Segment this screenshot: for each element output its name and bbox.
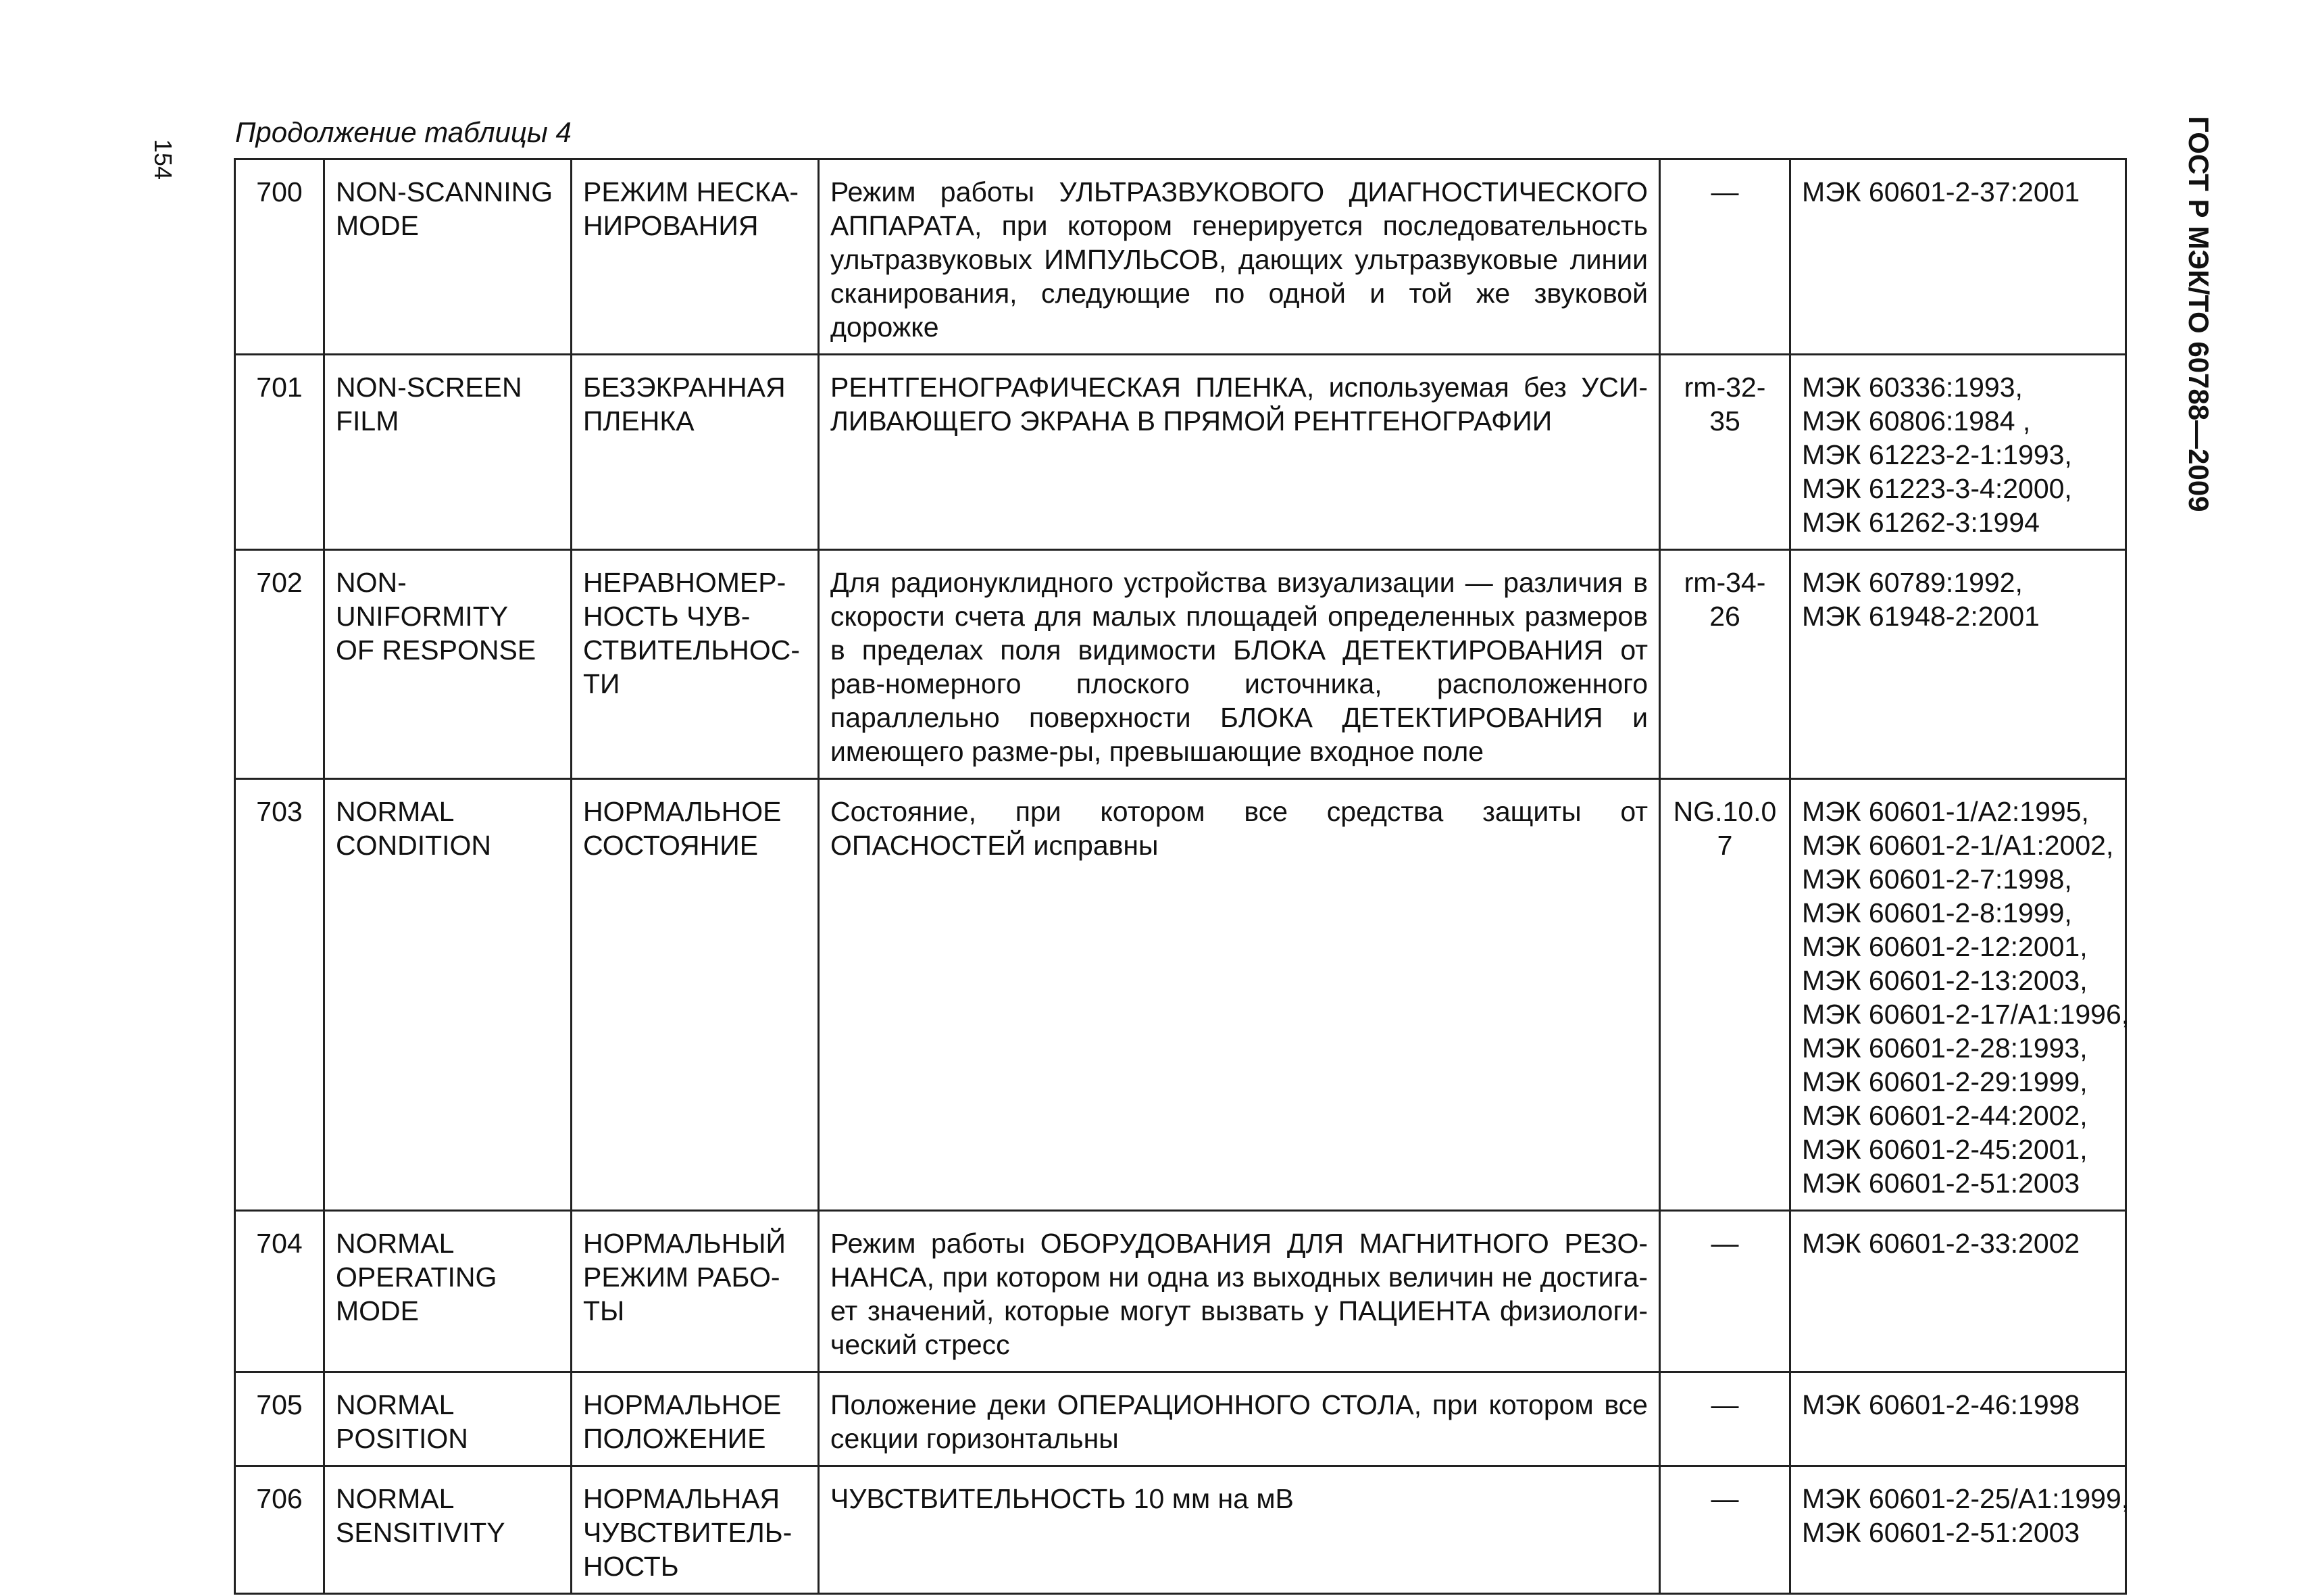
source-reference: МЭК 61223-2-1:1993,	[1802, 439, 2072, 470]
source-reference: МЭК 60601-2-33:2002	[1802, 1228, 2080, 1259]
term-russian: НОРМАЛЬНЫЙ РЕЖИМ РАБО- ТЫ	[572, 1211, 819, 1372]
source-reference: МЭК 60601-2-28:1993,	[1802, 1032, 2088, 1064]
page-number: 154	[149, 139, 177, 180]
source-reference: МЭК 60601-2-51:2003	[1802, 1168, 2080, 1199]
term-number: 704	[235, 1211, 324, 1372]
source-reference: МЭК 60601-2-45:2001,	[1802, 1134, 2088, 1165]
term-definition: Для радионуклидного устройства визуализации — различия в скорости счета для малых площадей определенных размеров в пределах поля видимости БЛОКА ДЕТЕКТИРОВАНИЯ от рав-номерного плоского источника, расположенного параллельно поверхности БЛОКА ДЕТЕКТИРОВАНИЯ и имеющего разме-ры, превышающие входное поле	[819, 550, 1660, 779]
term-definition: Состояние, при котором все средства защиты от ОПАСНОСТЕЙ исправны	[819, 779, 1660, 1211]
term-sources	[1790, 779, 2130, 1211]
source-reference: МЭК 60601-2-44:2002,	[1802, 1100, 2088, 1131]
source-reference: МЭК 60601-2-1/А1:2002,	[1802, 830, 2114, 861]
term-russian: НОРМАЛЬНОЕ ПОЛОЖЕНИЕ	[572, 1372, 819, 1466]
source-reference: МЭК 60806:1984 ,	[1802, 405, 2031, 437]
source-reference: МЭК 60601-2-51:2003	[1802, 1517, 2080, 1548]
term-code: rm-32-35	[1660, 355, 1790, 550]
source-reference: МЭК 60601-2-8:1999,	[1802, 897, 2072, 928]
term-russian: НЕРАВНОМЕР- НОСТЬ ЧУВ- СТВИТЕЛЬНОС- ТИ	[572, 550, 819, 779]
term-number: 701	[235, 355, 324, 550]
table-row	[235, 159, 2126, 355]
source-reference: МЭК 60601-1/А2:1995,	[1802, 796, 2089, 827]
term-sources	[1790, 355, 2126, 550]
source-reference: МЭК 60601-2-37:2001	[1802, 176, 2080, 207]
term-sources	[1790, 550, 2126, 779]
source-reference: МЭК 61262-3:1994	[1802, 507, 2040, 538]
source-reference: МЭК 60601-2-17/А1:1996,	[1802, 999, 2130, 1030]
term-number: 705	[235, 1372, 324, 1466]
source-reference: МЭК 61948-2:2001	[1802, 601, 2040, 632]
term-russian: НОРМАЛЬНАЯ ЧУВСТВИТЕЛЬ- НОСТЬ	[572, 1466, 819, 1594]
term-definition: Режим работы УЛЬТРАЗВУКОВОГО ДИАГНОСТИЧЕСКОГО АППАРАТА, при котором генерируется последовательность ультразвуковых ИМПУЛЬСОВ, дающих ультразвуковые линии сканирования, следующие по одной и той же звуковой дорожке	[819, 159, 1660, 355]
term-english: NORMAL SENSITIVITY	[324, 1466, 572, 1594]
term-russian: РЕЖИМ НЕСКА- НИРОВАНИЯ	[572, 159, 819, 355]
term-english: NORMAL POSITION	[324, 1372, 572, 1466]
term-number: 703	[235, 779, 324, 1211]
term-code: NG.10.07	[1660, 779, 1790, 1211]
term-russian: НОРМАЛЬНОЕ СОСТОЯНИЕ	[572, 779, 819, 1211]
table-row	[235, 550, 2126, 779]
term-code: —	[1660, 1372, 1790, 1466]
table-row	[235, 1372, 2126, 1466]
source-reference: МЭК 60601-2-29:1999,	[1802, 1066, 2088, 1097]
term-number: 700	[235, 159, 324, 355]
term-number: 702	[235, 550, 324, 779]
term-sources	[1790, 1211, 2126, 1372]
term-sources	[1790, 1466, 2130, 1594]
term-code: —	[1660, 1211, 1790, 1372]
source-reference: МЭК 60601-2-13:2003,	[1802, 965, 2088, 996]
term-definition: ЧУВСТВИТЕЛЬНОСТЬ 10 мм на мВ	[819, 1466, 1660, 1594]
source-reference: МЭК 60601-2-25/А1:1999,	[1802, 1483, 2130, 1514]
document-header: ГОСТ Р МЭК/ТО 60788—2009	[2183, 116, 2215, 512]
table-row	[235, 1466, 2126, 1594]
source-reference: МЭК 61223-3-4:2000,	[1802, 473, 2072, 504]
table-row	[235, 355, 2126, 550]
table-row	[235, 1211, 2126, 1372]
term-english: NON-SCANNING MODE	[324, 159, 572, 355]
term-russian: БЕЗЭКРАННАЯ ПЛЕНКА	[572, 355, 819, 550]
term-sources	[1790, 159, 2126, 355]
term-code: rm-34-26	[1660, 550, 1790, 779]
term-number: 706	[235, 1466, 324, 1594]
table-row	[235, 779, 2126, 1211]
source-reference: МЭК 60789:1992,	[1802, 567, 2023, 598]
term-definition: РЕНТГЕНОГРАФИЧЕСКАЯ ПЛЕНКА, используемая без УСИ-ЛИВАЮЩЕГО ЭКРАНА В ПРЯМОЙ РЕНТГЕНОГРАФИИ	[819, 355, 1660, 550]
term-definition: Положение деки ОПЕРАЦИОННОГО СТОЛА, при котором все секции горизонтальны	[819, 1372, 1660, 1466]
term-code: —	[1660, 159, 1790, 355]
term-definition: Режим работы ОБОРУДОВАНИЯ ДЛЯ МАГНИТНОГО РЕЗО-НАНСА, при котором ни одна из выходных величин не достига-ет значений, которые могут вызвать у ПАЦИЕНТА физиологи-ческий стресс	[819, 1211, 1660, 1372]
term-sources	[1790, 1372, 2126, 1466]
term-english: NON-SCREEN FILM	[324, 355, 572, 550]
term-english: NORMAL CONDITION	[324, 779, 572, 1211]
source-reference: МЭК 60601-2-46:1998	[1802, 1389, 2080, 1420]
term-code: —	[1660, 1466, 1790, 1594]
terms-table	[234, 158, 2130, 1595]
term-english: NON-UNIFORMITY OF RESPONSE	[324, 550, 572, 779]
term-english: NORMAL OPERATING MODE	[324, 1211, 572, 1372]
source-reference: МЭК 60601-2-7:1998,	[1802, 864, 2072, 895]
source-reference: МЭК 60336:1993,	[1802, 372, 2023, 403]
source-reference: МЭК 60601-2-12:2001,	[1802, 931, 2088, 962]
table-caption: Продолжение таблицы 4	[235, 116, 572, 148]
